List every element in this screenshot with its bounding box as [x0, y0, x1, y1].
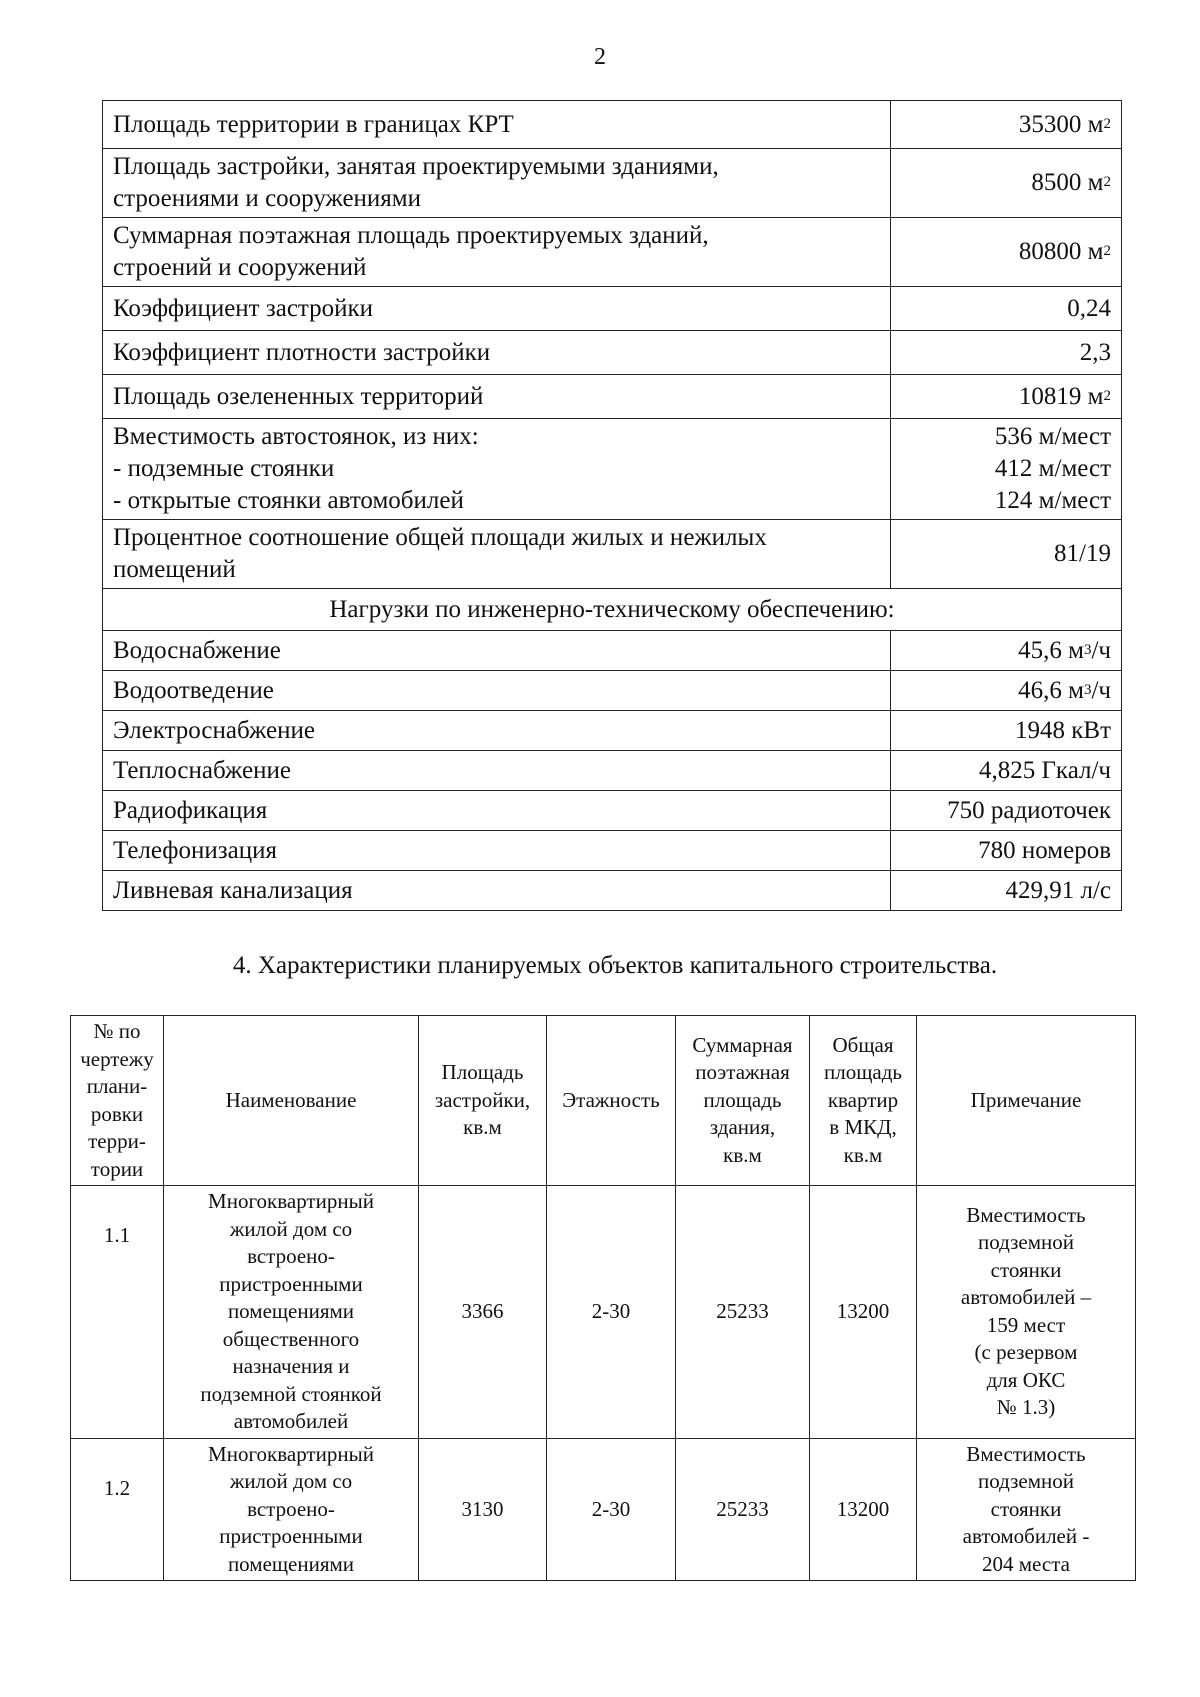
header-number	[71, 1016, 164, 1186]
load-value-exponent: 3	[1083, 641, 1092, 658]
text-line: тории	[90, 1156, 144, 1181]
indicator-label	[103, 331, 891, 375]
text-line: Площадь озелененных территорий	[113, 382, 484, 410]
text-line: кв.м	[843, 1142, 883, 1167]
indicator-label	[103, 101, 891, 149]
load-value-text: 4,825 Гкал/ч	[978, 756, 1111, 784]
load-value	[891, 791, 1122, 831]
header-area	[419, 1016, 547, 1186]
load-row	[103, 871, 1122, 911]
indicator-row	[103, 218, 1122, 287]
value-number	[901, 167, 1111, 199]
value-exponent: 2	[1103, 243, 1111, 259]
load-value-exponent: 3	[1083, 681, 1092, 698]
indicator-row	[103, 419, 1122, 520]
object-row	[71, 1438, 1136, 1581]
text-line: 159 мест	[986, 1312, 1066, 1337]
objects-table-header	[71, 1016, 1136, 1186]
object-floors: 2-30	[547, 1186, 676, 1439]
text-line: пристроенными	[219, 1271, 363, 1296]
object-note	[917, 1438, 1136, 1581]
objects-table	[70, 1015, 1136, 1581]
header-note	[917, 1016, 1136, 1186]
text-line: Многоквартирный	[208, 1441, 374, 1466]
text-line: помещениями	[227, 1551, 355, 1576]
text-line: кв.м	[723, 1142, 762, 1167]
text-line: автомобилей –	[960, 1285, 1092, 1310]
load-label: Ливневая канализация	[103, 871, 891, 911]
text-line: строениями и сооружениями	[113, 185, 421, 212]
indicator-value	[891, 287, 1122, 331]
text-line: Примечание	[970, 1087, 1082, 1112]
text-line: автомобилей	[233, 1409, 349, 1433]
text-line: 412 м/мест	[994, 455, 1111, 482]
text-line: пристроенными	[219, 1524, 363, 1548]
loads-header-row	[103, 589, 1122, 631]
text-line: (с резервом	[974, 1340, 1078, 1365]
object-name	[164, 1186, 419, 1439]
value-text: 80800 м	[1018, 238, 1104, 265]
load-value	[891, 671, 1122, 711]
text-line: ровки	[90, 1101, 144, 1126]
text-line: квартир	[827, 1087, 899, 1112]
text-line: встроено-	[247, 1496, 335, 1521]
object-number: 1.2	[71, 1438, 164, 1581]
load-value	[891, 871, 1122, 911]
load-label: Радиофикация	[103, 791, 891, 831]
object-note	[917, 1186, 1136, 1439]
load-row	[103, 751, 1122, 791]
text-line: 124 м/мест	[994, 487, 1111, 514]
text-line: жилой дом со	[229, 1469, 353, 1493]
load-value-unit: /ч	[1091, 636, 1111, 664]
value-exponent: 2	[1103, 174, 1111, 190]
object-apartments-area: 13200	[810, 1438, 917, 1581]
value-number	[901, 381, 1111, 413]
indicator-label	[103, 419, 891, 520]
indicator-value	[891, 331, 1122, 375]
text-line: - открытые стоянки автомобилей	[113, 487, 464, 514]
text-line: автомобилей -	[962, 1524, 1090, 1548]
indicator-row	[103, 375, 1122, 419]
indicator-value	[891, 375, 1122, 419]
text-line: поэтажная	[695, 1060, 790, 1085]
header-floors	[547, 1016, 676, 1186]
object-area: 3130	[419, 1438, 547, 1581]
text-line: подземной	[978, 1469, 1074, 1493]
indicator-label	[103, 149, 891, 218]
text-line: встроено-	[247, 1244, 335, 1268]
header-apartments-area	[810, 1016, 917, 1186]
indicator-value	[891, 101, 1122, 149]
text-line: Вместимость	[966, 1202, 1086, 1227]
loads-header: Нагрузки по инженерно-техническому обеспечению:	[103, 589, 1122, 631]
text-line: Этажность	[562, 1087, 660, 1112]
load-row	[103, 831, 1122, 871]
value-exponent: 2	[1103, 115, 1111, 132]
text-line: 204 места	[982, 1551, 1070, 1576]
text-line: для ОКС	[986, 1367, 1066, 1392]
load-value	[891, 711, 1122, 751]
load-value	[891, 831, 1122, 871]
text-line: здания,	[709, 1115, 776, 1140]
load-value-text: 750 радиоточек	[947, 796, 1111, 824]
text-line: плани-	[86, 1074, 148, 1098]
value-exponent: 2	[1103, 387, 1111, 404]
indicator-row	[103, 331, 1122, 375]
load-value-text: 1948 кВт	[1015, 716, 1111, 744]
text-line: чертежу	[80, 1046, 154, 1071]
value-text: 8500 м	[1031, 169, 1104, 196]
text-line: Процентное соотношение общей площади жилых и нежилых	[113, 524, 767, 551]
load-value-text: 46,6 м	[1018, 676, 1084, 704]
text-line: площадь	[824, 1060, 902, 1085]
object-total-floor-area: 25233	[676, 1438, 810, 1581]
indicator-row	[103, 149, 1122, 218]
value-number	[901, 236, 1111, 268]
load-label: Водоснабжение	[103, 631, 891, 671]
load-value-text: 429,91 л/с	[1005, 876, 1111, 904]
load-row	[103, 711, 1122, 751]
text-line: подземной стоянкой	[200, 1381, 382, 1406]
load-row	[103, 671, 1122, 711]
text-line: Суммарная	[692, 1032, 793, 1057]
load-row	[103, 631, 1122, 671]
text-line: стоянки	[990, 1496, 1062, 1521]
indicator-value	[891, 218, 1122, 287]
section-heading: 4. Характеристики планируемых объектов капитального строительства.	[232, 952, 998, 979]
indicator-row	[103, 520, 1122, 589]
object-apartments-area: 13200	[810, 1186, 917, 1439]
text-line: 81/19	[1054, 540, 1111, 567]
text-line: 536 м/мест	[994, 423, 1111, 450]
object-number: 1.1	[71, 1186, 164, 1439]
load-label: Телефонизация	[103, 831, 891, 871]
text-line: 2,3	[1079, 338, 1111, 366]
text-line: 0,24	[1067, 294, 1111, 322]
text-line: площадь	[703, 1087, 782, 1112]
header-total-floor-area	[676, 1016, 810, 1186]
indicator-value	[891, 149, 1122, 218]
load-value-unit: /ч	[1091, 676, 1111, 704]
indicator-label	[103, 287, 891, 331]
load-value-text: 45,6 м	[1018, 636, 1084, 664]
text-line: помещениями	[227, 1299, 355, 1323]
object-area: 3366	[419, 1186, 547, 1439]
page-number: 2	[594, 44, 606, 70]
object-total-floor-area: 25233	[676, 1186, 810, 1439]
indicators-table	[102, 100, 1122, 911]
value-text: 35300 м	[1018, 110, 1104, 138]
indicator-label	[103, 218, 891, 287]
text-line: кв.м	[463, 1115, 502, 1140]
text-line: назначения и	[232, 1354, 350, 1378]
text-line: Коэффициент застройки	[113, 294, 374, 322]
text-line: Площадь территории в границах КРТ	[113, 110, 514, 138]
load-value	[891, 751, 1122, 791]
text-line: - подземные стоянки	[113, 455, 335, 482]
text-line: Общая	[832, 1032, 894, 1057]
load-label: Теплоснабжение	[103, 751, 891, 791]
text-line: Многоквартирный	[208, 1189, 374, 1213]
text-line: Наименование	[225, 1087, 357, 1112]
load-value	[891, 631, 1122, 671]
text-line: общественного	[222, 1326, 360, 1351]
indicator-value	[891, 520, 1122, 589]
text-line: терри-	[88, 1129, 146, 1153]
text-line: Вместимость автостоянок, из них:	[113, 423, 479, 450]
object-row	[71, 1186, 1136, 1439]
text-line: подземной	[978, 1230, 1074, 1255]
text-line: застройки,	[434, 1087, 531, 1112]
value-number	[901, 109, 1111, 141]
load-label: Электроснабжение	[103, 711, 891, 751]
text-line: Коэффициент плотности застройки	[113, 338, 491, 366]
indicator-row	[103, 101, 1122, 149]
indicator-row	[103, 287, 1122, 331]
header-name	[164, 1016, 419, 1186]
load-value-text: 780 номеров	[978, 836, 1111, 864]
indicator-label	[103, 375, 891, 419]
value-text: 10819 м	[1018, 382, 1104, 410]
text-line: Площадь	[441, 1060, 524, 1085]
text-line: Суммарная поэтажная площадь проектируемых зданий,	[113, 222, 709, 249]
load-label: Водоотведение	[103, 671, 891, 711]
text-line: Вместимость	[966, 1441, 1086, 1466]
text-line: в МКД,	[829, 1115, 897, 1140]
load-row	[103, 791, 1122, 831]
text-line: помещений	[113, 556, 236, 583]
text-line: Площадь застройки, занятая проектируемыми зданиями,	[113, 153, 719, 180]
text-line: стоянки	[990, 1257, 1062, 1282]
object-floors: 2-30	[547, 1438, 676, 1581]
text-line: № по	[93, 1019, 141, 1043]
indicator-label	[103, 520, 891, 589]
text-line: жилой дом со	[229, 1216, 353, 1241]
text-line: строений и сооружений	[113, 254, 367, 281]
text-line: № 1.3)	[996, 1395, 1056, 1420]
indicator-value	[891, 419, 1122, 520]
object-name	[164, 1438, 419, 1581]
